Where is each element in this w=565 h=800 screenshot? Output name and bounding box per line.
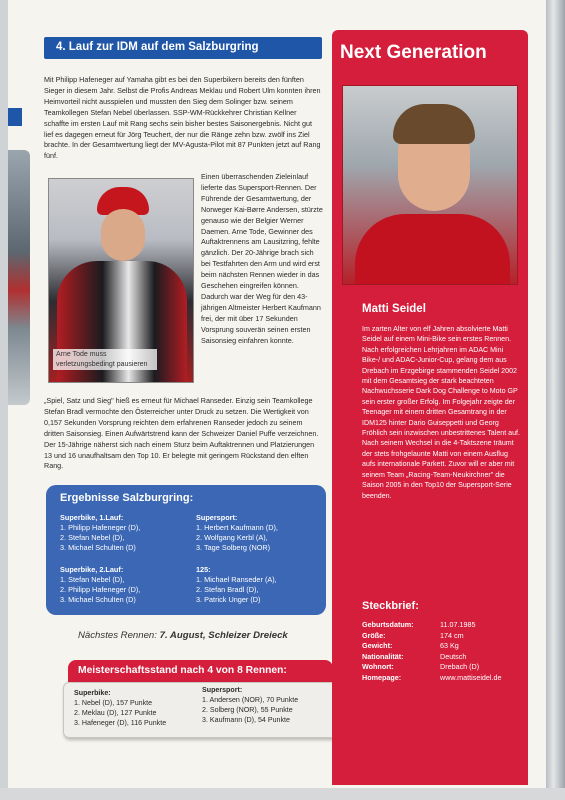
next-race — [78, 630, 288, 641]
rider-photo — [48, 178, 194, 383]
result-item: 1. Stefan Nebel (D), — [60, 575, 125, 584]
steckbrief-value: Drebach (D) — [440, 662, 480, 671]
results-group — [196, 513, 278, 553]
standings-item: 2. Meklau (D), 127 Punkte — [74, 709, 157, 717]
standings-item: 1. Nebel (D), 157 Punkte — [74, 699, 153, 707]
next-race-label: Nächstes Rennen: — [78, 630, 157, 641]
results-group-title: Superbike, 2.Lauf: — [60, 565, 124, 574]
result-item: 1. Herbert Kaufmann (D), — [196, 523, 278, 532]
result-item: 2. Philipp Hafeneger (D), — [60, 585, 141, 594]
steckbrief-table — [362, 620, 522, 683]
result-item: 1. Philipp Hafeneger (D), — [60, 523, 141, 532]
steckbrief-key: Nationalität: — [362, 651, 404, 661]
steckbrief-value: 63 Kg — [440, 641, 459, 650]
standings-item: 3. Hafeneger (D), 116 Punkte — [74, 719, 167, 727]
homepage-link[interactable]: www.mattiseidel.de — [440, 672, 502, 682]
steckbrief-value: 11.07.1985 — [440, 620, 476, 629]
standings-group — [202, 685, 298, 725]
standings-item: 1. Andersen (NOR), 70 Punkte — [202, 696, 299, 704]
steckbrief-row — [362, 620, 522, 631]
steckbrief-key: Gewicht: — [362, 641, 393, 650]
next-race-value: 7. August, Schleizer Dreieck — [159, 630, 288, 641]
magazine-page — [8, 0, 553, 790]
results-box — [46, 485, 326, 615]
portrait-jacket — [355, 214, 510, 285]
steckbrief-key: Geburtsdatum: — [362, 620, 414, 629]
result-item: 3. Michael Schulten (D) — [60, 543, 136, 552]
result-item: 2. Stefan Nebel (D), — [60, 533, 125, 542]
portrait-photo — [342, 85, 518, 285]
result-item: 3. Tage Solberg (NOR) — [196, 543, 271, 552]
steckbrief-row — [362, 631, 522, 642]
results-group-title: 125: — [196, 565, 211, 574]
result-item: 2. Stefan Bradl (D), — [196, 585, 259, 594]
result-item: 3. Patrick Unger (D) — [196, 595, 261, 604]
article-body: „Spiel, Satz und Sieg" hieß es erneut für Michael Ranseder. Einzig sein Teamkollege Stefan Bradl vermochte den Österreicher unter Druck zu setzen. Die Wertigkeit von 0,157 Sekunden Vorsprung reichten dem erfahrenen Ranseder jedoch zu seinem dritten Saisonsieg. Einen Aufwärtstrend kann der Schweizer Daniel Puffe verzeichnen. Der 15-Jährige näherst sich nach einem Sturz beim Auftaktrennen und Platzierungen 13 und 16 unaufhaltsam den Top 10. Er belegte mit geringem Rückstand den elften Rang. — [44, 396, 319, 471]
steckbrief-value: Deutsch — [440, 651, 467, 661]
next-generation-column — [332, 30, 528, 785]
steckbrief-title: Steckbrief: — [362, 600, 419, 612]
results-group-title: Superbike, 1.Lauf: — [60, 513, 124, 522]
standings-group-title: Superbike: — [74, 689, 111, 697]
results-group — [60, 513, 140, 553]
profile-text: Im zarten Alter von elf Jahren absolvierte Matti Seidel auf einem Mini-Bike sein erstes Rennen. Nach erfolgreichen Lehrjahren im ADAC Mini Bike-/ und ADAC-Junior-Cup, gelang dem aus Drebach im Erzgebirge stammenden Seidel 2002 mit dem Gesamtsieg der stark beachteten Nachwuchsserie Dark Dog Challenge to Moto GP sein erster großer Erfolg. Im Folgejahr zeigte der Teenager mit einem dritten Gesamtrang in der IDM125 hinter Dario Guiseppetti und Georg Fröhlich sein inzwischen unbestrittenes Talent auf. Nach seinem Wechsel in die 4-Taktszene träumt der stets frohgelaunte Matti von einem Ausflug aufs internationale Parkett. Zuvor will er aber mit seinem Team „Racing-Team-Neukirchner" die Saison 2005 in den Top10 der Supersport-Serie beenden. — [362, 325, 520, 500]
article-column-right: Einen überraschenden Zieleinlauf lieferte das Supersport-Rennen. Der Führende der Gesamtwertung, der Norweger Kai-Børre Andersen, stürzte genauso wie der Belgier Werner Daemen. Arne Tode, Gewinner des Auftaktrennens am Lausitzring, fehlte gänzlich. Der 20-Jährige brach sich bei Testfahrten den Arm und wird erst beim nächsten Rennen wieder in das Geschehen eingreifen können. Dadurch war der Weg für den 43-jährigen Altmeister Herbert Kaufmann frei, der mit über 17 Sekunden Vorsprung souverän seinen ersten Saisonsieg einfahren konnte. — [201, 172, 323, 345]
steckbrief-row — [362, 652, 522, 663]
profile-name: Matti Seidel — [362, 303, 426, 315]
standings-title: Meisterschaftsstand nach 4 von 8 Rennen: — [78, 665, 287, 676]
results-group-title: Supersport: — [196, 513, 238, 522]
previous-page-edge — [8, 108, 22, 126]
result-item: 1. Michael Ranseder (A), — [196, 575, 277, 584]
standings-item: 2. Solberg (NOR), 55 Punkte — [202, 706, 293, 714]
magazine-spine — [546, 0, 565, 800]
steckbrief-key: Homepage: — [362, 672, 402, 682]
photo-caption: Arne Tode muss verletzungsbedingt pausieren — [53, 349, 157, 370]
results-title: Ergebnisse Salzburgring: — [60, 492, 194, 504]
result-item: 2. Wolfgang Kerbl (A), — [196, 533, 268, 542]
steckbrief-key: Größe: — [362, 630, 386, 640]
article-lead: Mit Philipp Hafeneger auf Yamaha gibt es bei den Superbikern bereits den fünften Sieger in diesem Jahr. Selbst die Profis Andreas Meklau und Robert Ulm konnten ihren Heimvorteil nicht ausspielen und mussten den Sieg dem Solinger bzw. seinem Teamkollegen Stefan Nebel überlassen. SSP-WM-Rückkehrer Christian Kellner schaffte im ersten Lauf mit Rang sechs sein bisher bestes Saisonergebnis. Nicht gut lief es dagegen erneut für Jörg Teuchert, der nur die Ränge zehn bzw. zwölf ins Ziel brachte. In der Gesamtwertung liegt der MV-Agusta-Pilot mit 87 Punkten jetzt auf Rang fünf. — [44, 75, 321, 161]
results-group — [60, 565, 140, 605]
steckbrief-row — [362, 662, 522, 673]
steckbrief-key: Wohnort: — [362, 662, 394, 671]
steckbrief-row — [362, 641, 522, 652]
results-group — [196, 565, 277, 605]
article-headline-bar — [44, 37, 322, 59]
portrait-hair — [393, 104, 475, 144]
result-item: 3. Michael Schulten (D) — [60, 595, 136, 604]
page-bottom-edge — [0, 788, 565, 800]
standings-group-title: Supersport: — [202, 686, 243, 694]
standings-title-bar — [68, 660, 333, 682]
standings-item: 3. Kaufmann (D), 54 Punkte — [202, 716, 290, 724]
article-headline: 4. Lauf zur IDM auf dem Salzburgring — [56, 41, 259, 53]
next-generation-title: Next Generation — [340, 42, 487, 63]
standings-group — [74, 688, 166, 728]
steckbrief-value: 174 cm — [440, 630, 464, 640]
steckbrief-row — [362, 673, 522, 684]
previous-page-photo — [8, 150, 30, 405]
rider-face — [101, 209, 145, 261]
